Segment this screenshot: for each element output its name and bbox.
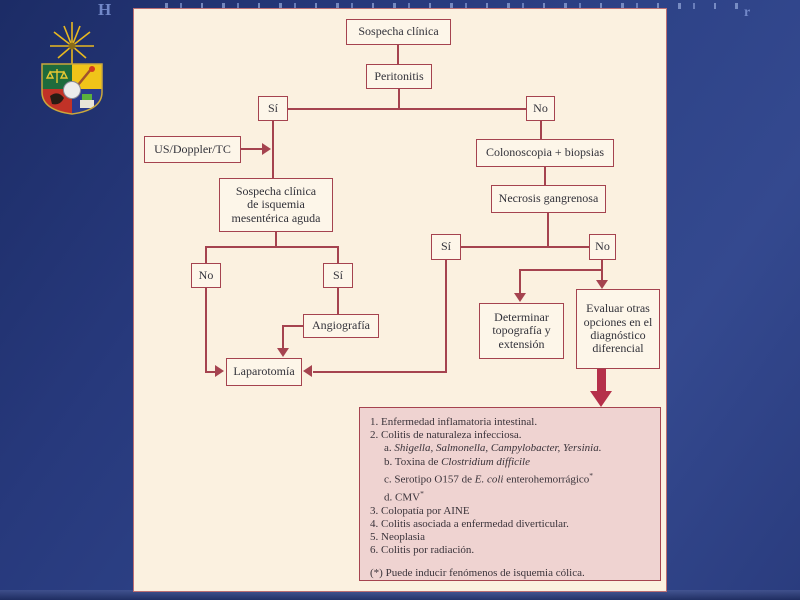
connector-line xyxy=(283,325,303,327)
node-label: No xyxy=(198,267,214,282)
flowchart-panel xyxy=(133,8,667,592)
list-item: 3. Colopatía por AINE xyxy=(370,504,470,517)
flowchart-node-peritonitis-no xyxy=(526,96,555,121)
list-item: a. Shigella, Salmonella, Campylobacter, Yersinia. xyxy=(384,442,602,455)
node-label: Colonoscopia + biopsias xyxy=(485,145,605,160)
connector-line xyxy=(337,288,339,314)
flowchart-node-peritonitis xyxy=(366,64,432,89)
differential-diagnosis-list xyxy=(359,407,661,581)
flowchart-node-sospecha-isquemia xyxy=(219,178,333,232)
node-label: Sospecha clínica de isquemia mesentérica aguda xyxy=(231,183,321,225)
flowchart-node-isquemia-no xyxy=(191,263,221,288)
list-item: 2. Colitis de naturaleza infecciosa. xyxy=(370,429,522,442)
connector-line xyxy=(519,269,521,294)
arrowhead-down xyxy=(596,280,608,289)
node-label: Sospecha clínica xyxy=(358,24,439,39)
connector-line xyxy=(544,167,546,185)
arrowhead-right xyxy=(215,365,224,377)
connector-line xyxy=(241,148,262,150)
connector-line xyxy=(288,108,526,110)
list-footnote: (*) Puede inducir fenómenos de isquemia cólica. xyxy=(370,567,585,580)
node-label: Angiografía xyxy=(312,318,370,333)
node-label: Determinar topografía y extensión xyxy=(492,309,551,351)
flowchart-node-necrosis-no xyxy=(589,234,616,260)
connector-line xyxy=(313,371,447,373)
title-fragment-left: H xyxy=(98,0,112,19)
connector-line xyxy=(461,246,589,248)
connector-line xyxy=(547,213,549,247)
node-label: Sí xyxy=(440,239,451,254)
connector-line xyxy=(282,325,284,349)
node-label: Laparotomía xyxy=(233,364,295,379)
university-crest-icon xyxy=(28,20,116,116)
flowchart-node-necrosis-gangrenosa xyxy=(491,185,606,213)
connector-line xyxy=(275,232,277,246)
list-item: d. CMV* xyxy=(384,488,424,504)
list-item: c. Serotipo O157 de E. coli enterohemorrágico* xyxy=(384,470,594,486)
flowchart-node-sospecha-clinica xyxy=(346,19,451,45)
flowchart-node-angiografia xyxy=(303,314,379,338)
list-item: 1. Enfermedad inflamatoria intestinal. xyxy=(370,416,538,428)
node-label: Evaluar otras opciones en el diagnóstico diferencial xyxy=(583,301,653,356)
arrowhead-down xyxy=(514,293,526,302)
node-label: Sí xyxy=(267,100,278,115)
connector-line xyxy=(337,246,339,263)
connector-line xyxy=(445,260,447,372)
connector-line xyxy=(520,269,603,271)
thick-arrowhead-down xyxy=(590,391,612,407)
connector-line xyxy=(540,121,542,139)
flowchart-node-determinar-topografia xyxy=(479,303,564,359)
node-label: No xyxy=(533,100,548,115)
connector-line xyxy=(205,288,207,372)
node-label: Peritonitis xyxy=(374,68,424,83)
list-item: b. Toxina de Clostridium difficile xyxy=(384,455,530,468)
flowchart-node-evaluar-opciones xyxy=(576,289,660,369)
title-fragment-right: r xyxy=(744,5,751,20)
connector-line xyxy=(272,121,274,178)
node-label: US/Doppler/TC xyxy=(154,141,231,156)
node-label: No xyxy=(595,239,610,254)
connector-line xyxy=(398,89,400,108)
arrowhead-right xyxy=(262,143,271,155)
flowchart-node-peritonitis-si xyxy=(258,96,288,121)
flowchart-node-laparotomia xyxy=(226,358,302,386)
list-item: 6. Colitis por radiación. xyxy=(370,544,475,557)
list-item: 4. Colitis asociada a enfermedad diverticular. xyxy=(370,517,569,530)
arrowhead-down xyxy=(277,348,289,357)
node-label: Sí xyxy=(332,267,343,282)
node-label: Necrosis gangrenosa xyxy=(498,191,599,206)
list-item: 5. Neoplasia xyxy=(370,530,425,543)
arrowhead-left xyxy=(303,365,312,377)
flowchart-node-necrosis-si xyxy=(431,234,461,260)
connector-line xyxy=(397,45,399,64)
connector-line xyxy=(205,246,207,263)
flowchart-node-isquemia-si xyxy=(323,263,353,288)
thick-arrow-shaft xyxy=(597,369,606,392)
flowchart-node-us-doppler-tc xyxy=(144,136,241,163)
flowchart-node-colonoscopia-biopsias xyxy=(476,139,614,167)
connector-line xyxy=(205,246,339,248)
